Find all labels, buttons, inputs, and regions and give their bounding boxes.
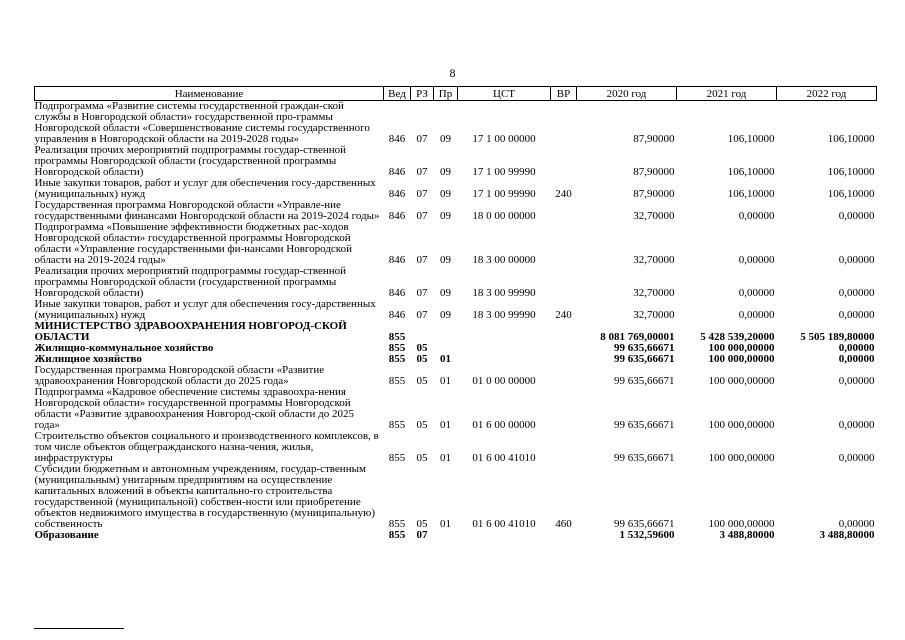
table-row [35, 266, 877, 299]
cell-2022: 0,00000 [838, 309, 875, 321]
cell-2021: 0,00000 [738, 210, 775, 222]
cell-vr [551, 321, 577, 343]
cell-cst: 18 3 00 99990 [472, 309, 536, 321]
cell-pr: 09 [440, 287, 451, 299]
cell-pr: 01 [440, 518, 451, 530]
cell-2020: 99 635,66671 [614, 518, 675, 530]
cell-2021: 106,10000 [727, 188, 775, 200]
cell-vr [551, 387, 577, 431]
cell-vr [551, 200, 577, 222]
cell-ved: 846 [388, 166, 406, 178]
cell-pr [434, 321, 458, 343]
table-body [35, 101, 877, 542]
cell-vr: 460 [555, 518, 572, 530]
table-row [35, 321, 877, 343]
cell-vr [551, 101, 577, 146]
cell-cst: 17 1 00 99990 [472, 188, 536, 200]
cell-cst [458, 321, 551, 343]
table-row [35, 222, 877, 266]
cell-2022: 0,00000 [838, 518, 875, 530]
cell-2022: 106,10000 [827, 166, 875, 178]
cell-vr [551, 266, 577, 299]
cell-2022: 0,00000 [838, 287, 875, 299]
cell-2020: 99 635,66671 [614, 342, 675, 354]
cell-2021: 100 000,00000 [708, 342, 775, 354]
cell-ved: 855 [388, 529, 406, 541]
cell-rz [411, 321, 434, 343]
cell-rz: 07 [416, 309, 428, 321]
cell-name: Иные закупки товаров, работ и услуг для обеспечения госу-дарственных (муниципальных) нужд [34, 298, 376, 321]
cell-rz: 07 [416, 287, 428, 299]
cell-2021: 0,00000 [738, 254, 775, 266]
cell-pr: 09 [440, 210, 451, 222]
cell-rz: 07 [416, 133, 428, 145]
cell-cst: 17 1 00 99990 [472, 166, 536, 178]
cell-2022: 0,00000 [838, 419, 875, 431]
cell-pr: 09 [440, 254, 451, 266]
table-row [35, 299, 877, 321]
table-header-row [35, 87, 877, 101]
table-row [35, 365, 877, 387]
cell-2021: 100 000,00000 [708, 518, 775, 530]
header-ved: Вед [384, 87, 411, 101]
cell-2022: 5 505 189,80000 [800, 331, 875, 343]
cell-2021: 0,00000 [738, 287, 775, 299]
cell-2022: 3 488,80000 [819, 529, 875, 541]
cell-rz: 07 [416, 188, 428, 200]
cell-name: Строительство объектов социального и производственного комплексов, в том числе объектов общегражданского назна-чения, жилья, инфраструктуры [34, 430, 379, 464]
cell-cst: 01 6 00 00000 [472, 419, 536, 431]
cell-pr: 01 [440, 375, 451, 387]
cell-vr [551, 530, 577, 541]
cell-name: Подпрограмма «Развитие системы государственной граждан-ской службы в Новгородской области» государственной про-граммы Новгородской области «Совершенствование системы государственного управления в Новгородской области на 2019-2028 годы» [34, 100, 370, 145]
cell-2022: 0,00000 [838, 210, 875, 222]
cell-pr: 01 [440, 419, 451, 431]
header-rz: РЗ [411, 87, 434, 101]
cell-2022: 106,10000 [827, 133, 875, 145]
cell-ved: 846 [388, 254, 406, 266]
budget-table [34, 86, 877, 541]
cell-name: Реализация прочих мероприятий подпрограммы государ-ственной программы Новгородской области (государственной программы Новгородской области) [34, 144, 347, 178]
table-row [35, 145, 877, 178]
cell-rz: 05 [416, 419, 428, 431]
cell-2021: 106,10000 [727, 133, 775, 145]
cell-ved: 846 [388, 309, 406, 321]
cell-2022: 0,00000 [838, 254, 875, 266]
cell-pr: 01 [440, 452, 451, 464]
page-number: 8 [449, 66, 456, 80]
header-2022: 2022 год [777, 87, 877, 101]
cell-2020: 99 635,66671 [614, 419, 675, 431]
cell-2020: 32,70000 [633, 287, 675, 299]
cell-cst: 01 6 00 41010 [472, 452, 536, 464]
cell-2021: 5 428 539,20000 [700, 331, 775, 343]
cell-ved: 855 [388, 331, 406, 343]
cell-rz: 07 [416, 210, 428, 222]
cell-2020: 87,90000 [633, 133, 675, 145]
cell-2021: 100 000,00000 [708, 353, 775, 365]
cell-ved: 855 [388, 342, 406, 354]
cell-cst: 18 0 00 00000 [472, 210, 536, 222]
cell-name: Подпрограмма «Кадровое обеспечение системы здравоохра-нения Новгородской области» государственной программы Новгородской области «Развитие здравоохранения Новгород-ской области до 2025 года» [34, 386, 354, 431]
table-row [35, 178, 877, 200]
cell-name: МИНИСТЕРСТВО ЗДРАВООХРАНЕНИЯ НОВГОРОД-СКОЙ ОБЛАСТИ [34, 320, 347, 343]
cell-2020: 99 635,66671 [614, 452, 675, 464]
cell-name: Иные закупки товаров, работ и услуг для обеспечения госу-дарственных (муниципальных) нужд [34, 177, 376, 200]
table-row [35, 200, 877, 222]
cell-2020: 32,70000 [633, 210, 675, 222]
header-2021: 2021 год [677, 87, 777, 101]
cell-2022: 0,00000 [838, 342, 875, 354]
cell-vr [551, 365, 577, 387]
cell-rz: 07 [416, 529, 428, 541]
cell-2022: 0,00000 [838, 375, 875, 387]
cell-vr [551, 145, 577, 178]
cell-rz: 05 [416, 353, 428, 365]
header-name: Наименование [35, 87, 384, 101]
cell-2020: 87,90000 [633, 188, 675, 200]
cell-2020: 99 635,66671 [614, 353, 675, 365]
cell-2021: 100 000,00000 [708, 375, 775, 387]
cell-cst: 17 1 00 00000 [472, 133, 536, 145]
cell-rz: 05 [416, 342, 428, 354]
cell-ved: 846 [388, 210, 406, 222]
cell-cst [458, 530, 551, 541]
cell-2022: 106,10000 [827, 188, 875, 200]
header-cst: ЦСТ [458, 87, 551, 101]
footnote-divider [34, 628, 124, 629]
cell-ved: 846 [388, 287, 406, 299]
cell-vr: 240 [555, 188, 572, 200]
table-row [35, 431, 877, 464]
cell-2020: 8 081 769,00001 [600, 331, 675, 343]
cell-rz: 05 [416, 375, 428, 387]
header-2020: 2020 год [577, 87, 677, 101]
cell-ved: 855 [388, 375, 406, 387]
cell-2021: 3 488,80000 [719, 529, 775, 541]
cell-2021: 0,00000 [738, 309, 775, 321]
cell-rz: 05 [416, 452, 428, 464]
cell-cst: 18 3 00 99990 [472, 287, 536, 299]
cell-2020: 32,70000 [633, 254, 675, 266]
table-row [35, 530, 877, 541]
cell-2020: 87,90000 [633, 166, 675, 178]
cell-ved: 855 [388, 518, 406, 530]
table-row [35, 101, 877, 146]
cell-rz: 05 [416, 518, 428, 530]
cell-2020: 99 635,66671 [614, 375, 675, 387]
table-row [35, 464, 877, 530]
cell-2022: 0,00000 [838, 452, 875, 464]
cell-cst: 01 0 00 00000 [472, 375, 536, 387]
cell-ved: 846 [388, 133, 406, 145]
cell-name: Образование [34, 529, 99, 541]
cell-vr [551, 343, 577, 354]
cell-vr [551, 354, 577, 365]
cell-cst: 18 3 00 00000 [472, 254, 536, 266]
header-vr: ВР [551, 87, 577, 101]
cell-2020: 32,70000 [633, 309, 675, 321]
cell-2021: 100 000,00000 [708, 419, 775, 431]
cell-pr: 01 [440, 353, 451, 365]
cell-pr: 09 [440, 133, 451, 145]
cell-name: Жилищно-коммунальное хозяйство [34, 342, 214, 354]
cell-name: Государственная программа Новгородской области «Развитие здравоохранения Новгородской области до 2025 года» [34, 364, 325, 387]
cell-ved: 855 [388, 452, 406, 464]
cell-cst: 01 6 00 41010 [472, 518, 536, 530]
cell-vr [551, 222, 577, 266]
cell-ved: 855 [388, 419, 406, 431]
header-pr: Пр [434, 87, 458, 101]
cell-pr: 09 [440, 166, 451, 178]
cell-name: Субсидии бюджетным и автономным учреждениям, государ-ственным (муниципальным) унитарным предприятиям на осуществление капитальных вложений в объекты капитально-го строительства государственной (муниципальной) собствен-ности или приобретение объектов недвижимого имущества в государственную (муниципальную) собственность [34, 463, 376, 530]
cell-rz: 07 [416, 166, 428, 178]
cell-2021: 106,10000 [727, 166, 775, 178]
cell-ved: 846 [388, 188, 406, 200]
cell-2022: 0,00000 [838, 353, 875, 365]
cell-vr: 240 [555, 309, 572, 321]
cell-name: Подпрограмма «Повышение эффективности бюджетных рас-ходов Новгородской области» государственной программы Новгородской области «Управление государственными фи-нансами Новгородской области на 2019-2024 годы» [34, 221, 352, 266]
cell-2020: 1 532,59600 [619, 529, 675, 541]
cell-pr: 09 [440, 188, 451, 200]
cell-ved: 855 [388, 353, 406, 365]
cell-name: Реализация прочих мероприятий подпрограммы государ-ственной программы Новгородской области (государственной программы Новгородской области) [34, 265, 347, 299]
table-row [35, 387, 877, 431]
cell-cst [458, 354, 551, 365]
cell-cst [458, 343, 551, 354]
cell-pr [434, 530, 458, 541]
cell-2021: 100 000,00000 [708, 452, 775, 464]
cell-rz: 07 [416, 254, 428, 266]
cell-name: Жилищное хозяйство [34, 353, 142, 365]
cell-vr [551, 431, 577, 464]
cell-pr: 09 [440, 309, 451, 321]
cell-name: Государственная программа Новгородской области «Управле-ние государственными финансами Новгородской области на 2019-2024 годы» [34, 199, 380, 222]
